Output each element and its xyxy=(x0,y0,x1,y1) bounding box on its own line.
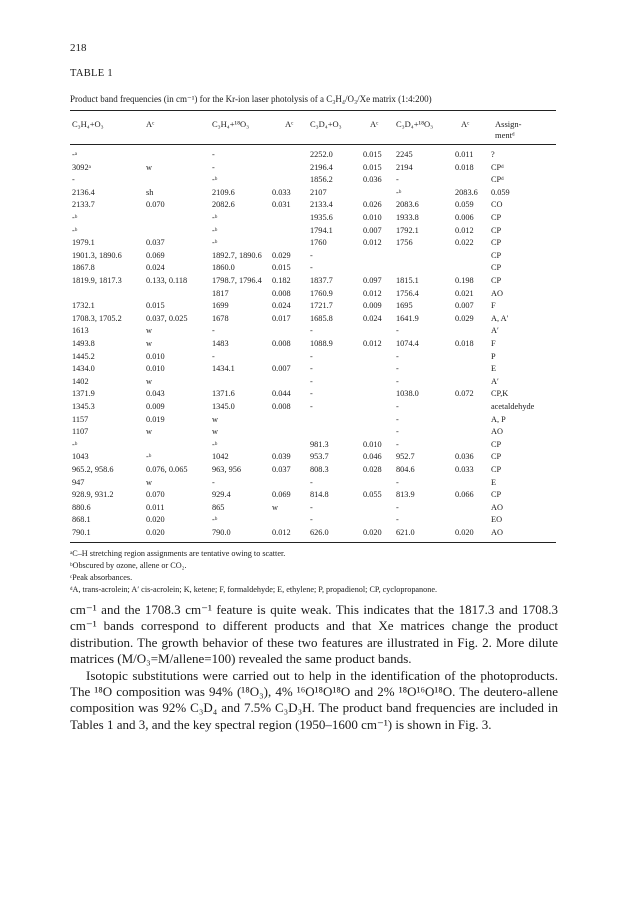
table-cell: 790.0 xyxy=(212,528,231,537)
table-cell: 0.037 xyxy=(272,465,291,474)
table-cell: 0.020 xyxy=(146,528,165,537)
table-cell: 0.043 xyxy=(146,389,165,399)
table-cell: 0.070 xyxy=(146,200,165,210)
table-cell: 1445.2 xyxy=(72,351,95,361)
table-cell: A′ xyxy=(491,376,499,386)
table-cell: w xyxy=(212,427,218,437)
table-cell: 0.069 xyxy=(272,490,291,500)
table-cell: CP xyxy=(491,490,502,500)
table-cell: 0.022 xyxy=(455,238,474,248)
table-cell: 952.7 xyxy=(396,452,415,462)
table-cell: 0.037 xyxy=(146,238,165,248)
table-cell: E xyxy=(491,477,497,487)
table-cell: - xyxy=(310,376,313,386)
body-paragraph-1: cm⁻¹ and the 1708.3 cm⁻¹ feature is quite weak. This indicates that the 1817.3 and 1708.3 cm⁻¹ bands correspond to different products and that Xe matrices change the product distribution. The growth behavior of these two features are illustrated in Fig. 2. More dilute matrices (M/O₃=M/allene=100) revealed the same product bands. xyxy=(70,602,558,667)
table-cell: 0.021 xyxy=(455,288,474,298)
table-cell: AO xyxy=(491,528,503,537)
table-cell: 0.029 xyxy=(455,313,474,323)
table-cell: 0.010 xyxy=(146,351,165,361)
table-cell: 0.012 xyxy=(363,288,382,298)
table-label: TABLE 1 xyxy=(70,68,113,79)
table-cell: 1732.1 xyxy=(72,301,95,311)
table-cell: w xyxy=(212,414,218,424)
table-cell: CO xyxy=(491,200,503,210)
table-cell: 1819.9, 1817.3 xyxy=(72,276,122,285)
table-cell: -ᵇ xyxy=(212,515,218,525)
col-header-absorbance-4: Aᶜ xyxy=(461,119,470,129)
table-cell: 1483 xyxy=(212,339,229,348)
table-cell: 2083.6 xyxy=(396,200,419,210)
table-cell: 0.028 xyxy=(363,465,382,474)
table-cell: 963, 956 xyxy=(212,465,242,474)
table-cell: CP xyxy=(491,439,502,449)
col-header-absorbance-3: Aᶜ xyxy=(370,119,379,129)
table-cell: CP xyxy=(491,263,502,273)
table-cell: 865 xyxy=(212,502,225,512)
table-cell: w xyxy=(146,427,152,437)
table-cell: 928.9, 931.2 xyxy=(72,490,114,500)
table-cell: 1402 xyxy=(72,376,89,386)
table-cell: 2196.4 xyxy=(310,162,333,172)
table-cell: 0.010 xyxy=(363,439,382,449)
table-cell: w xyxy=(146,477,152,487)
table-cell: - xyxy=(396,175,399,185)
table-cell: 0.033 xyxy=(455,465,474,474)
table-cell: 0.059 xyxy=(491,187,510,197)
table-cell: 0.037, 0.025 xyxy=(146,313,188,323)
table-cell: 814.8 xyxy=(310,490,329,500)
table-cell: 1493.8 xyxy=(72,339,95,348)
footnote-a: ᵃC–H stretching region assignments are tentative owing to scatter. xyxy=(70,549,286,558)
table-cell: 1345.3 xyxy=(72,402,95,411)
table-cell: 1817 xyxy=(212,288,229,298)
footnote-c: ᶜPeak absorbances. xyxy=(70,573,133,582)
table-cell: CP,K xyxy=(491,389,509,399)
table-cell: 1837.7 xyxy=(310,276,333,285)
table-cell: 1371.6 xyxy=(212,389,235,399)
table-cell: 0.033 xyxy=(272,187,291,197)
table-cell: 1088.9 xyxy=(310,339,333,348)
table-cell: 929.4 xyxy=(212,490,231,500)
table-cell: 1760 xyxy=(310,238,327,248)
table-cell: 0.010 xyxy=(146,364,165,374)
table-cell: 1760.9 xyxy=(310,288,333,298)
table-cell: 1434.0 xyxy=(72,364,95,374)
table-cell: 0.010 xyxy=(363,213,382,222)
col-header-c3h4-18o3: C₃H₄+¹⁸O₃ xyxy=(212,119,250,129)
table-cell: 1979.1 xyxy=(72,238,95,248)
table-cell: 1794.1 xyxy=(310,225,333,235)
table-cell: 1678 xyxy=(212,313,229,323)
table-cell: - xyxy=(310,364,313,374)
table-cell: A, P xyxy=(491,414,506,424)
table-cell: ? xyxy=(491,150,495,159)
table-cell: 0.020 xyxy=(363,528,382,537)
table-cell: 0.007 xyxy=(455,301,474,311)
table-cell: 0.009 xyxy=(363,301,382,311)
table-cell: 1345.0 xyxy=(212,402,235,411)
table-cell: 1901.3, 1890.6 xyxy=(72,250,122,260)
table-cell: F xyxy=(491,301,496,311)
table-cell: - xyxy=(212,351,215,361)
table-cell: -ᵇ xyxy=(146,452,152,462)
table-cell: - xyxy=(396,515,399,525)
table-cell: -ᵇ xyxy=(212,213,218,222)
table-cell: 1074.4 xyxy=(396,339,419,348)
table-cell: 2107 xyxy=(310,187,327,197)
table-cell: 0.031 xyxy=(272,200,291,210)
table-cell: 965.2, 958.6 xyxy=(72,465,114,474)
table-cell: 813.9 xyxy=(396,490,415,500)
table-cell: - xyxy=(212,477,215,487)
table-cell: 1038.0 xyxy=(396,389,419,399)
table-cell: -ᵃ xyxy=(72,150,78,159)
table-cell: 0.076, 0.065 xyxy=(146,465,188,474)
col-header-c3h4-o3: C₃H₄+O₃ xyxy=(72,119,104,129)
col-header-c3d4-o3: C₃D₄+O₃ xyxy=(310,119,342,129)
table-cell: - xyxy=(212,162,215,172)
table-top-rule xyxy=(70,110,556,111)
table-cell: 1042 xyxy=(212,452,229,462)
table-cell: 1892.7, 1890.6 xyxy=(212,250,262,260)
table-cell: 0.008 xyxy=(272,402,291,411)
table-cell: F xyxy=(491,339,496,348)
table-cell: 0.069 xyxy=(146,250,165,260)
table-cell: -ᵇ xyxy=(212,439,218,449)
table-cell: 0.012 xyxy=(363,339,382,348)
table-cell: 1695 xyxy=(396,301,413,311)
table-cell: 0.011 xyxy=(146,502,165,512)
table-cell: CP xyxy=(491,213,502,222)
table-cell: 0.182 xyxy=(272,276,291,285)
table-cell: 0.024 xyxy=(146,263,165,273)
table-cell: 0.007 xyxy=(272,364,291,374)
table-cell: - xyxy=(396,376,399,386)
table-cell: - xyxy=(310,402,313,411)
col-header-assignment-cont: mentᵈ xyxy=(495,130,515,140)
table-cell: - xyxy=(396,402,399,411)
table-cell: 0.097 xyxy=(363,276,382,285)
table-cell: - xyxy=(310,326,313,336)
table-cell: 1107 xyxy=(72,427,89,437)
table-cell: -ᵇ xyxy=(72,225,78,235)
table-cell: 0.015 xyxy=(272,263,291,273)
table-cell: - xyxy=(396,477,399,487)
table-cell: 981.3 xyxy=(310,439,329,449)
table-cell: sh xyxy=(146,187,154,197)
footnote-b: ᵇObscured by ozone, allene or CO₂. xyxy=(70,561,187,570)
table-cell: 0.011 xyxy=(455,150,474,159)
table-cell: - xyxy=(310,477,313,487)
table-cell: 1792.1 xyxy=(396,225,419,235)
table-cell: - xyxy=(396,364,399,374)
table-cell: 808.3 xyxy=(310,465,329,474)
table-cell: P xyxy=(491,351,496,361)
table-bottom-rule xyxy=(70,542,556,543)
table-cell: 0.133, 0.118 xyxy=(146,276,188,285)
table-cell: CP xyxy=(491,276,502,285)
table-cell: - xyxy=(310,389,313,399)
col-header-c3d4-18o3: C₃D₄+¹⁸O₃ xyxy=(396,119,434,129)
table-cell: 1815.1 xyxy=(396,276,419,285)
table-cell: 0.009 xyxy=(146,402,165,411)
table-cell: 0.007 xyxy=(363,225,382,235)
table-cell: -ᵇ xyxy=(212,225,218,235)
table-cell: 0.046 xyxy=(363,452,382,462)
table-cell: 1434.1 xyxy=(212,364,235,374)
table-cell: 0.198 xyxy=(455,276,474,285)
table-cell: 1157 xyxy=(72,414,89,424)
col-header-assignment: Assign- xyxy=(495,119,522,129)
table-cell: 1756 xyxy=(396,238,413,248)
table-cell: 0.066 xyxy=(455,490,474,500)
table-cell: 0.020 xyxy=(455,528,474,537)
table-cell: 1933.8 xyxy=(396,213,419,222)
table-cell: CPᵈ xyxy=(491,162,504,172)
footnote-d: ᵈA, trans-acrolein; A′ cis-acrolein; K, ketene; F, formaldehyde; E, ethylene; P, propadienol; CP, cyclopropanone. xyxy=(70,585,438,594)
table-cell: - xyxy=(396,351,399,361)
table-cell: 1685.8 xyxy=(310,313,333,323)
table-cell: EO xyxy=(491,515,503,525)
table-cell: 0.019 xyxy=(146,414,165,424)
table-cell: 2083.6 xyxy=(455,187,478,197)
table-cell: CP xyxy=(491,238,502,248)
table-cell: 1867.8 xyxy=(72,263,95,273)
table-cell: 2133.4 xyxy=(310,200,333,210)
table-cell: A, A′ xyxy=(491,313,509,323)
table-cell: 0.012 xyxy=(455,225,474,235)
table-cell: 2133.7 xyxy=(72,200,95,210)
body-paragraph-2: Isotopic substitutions were carried out to help in the identification of the photoproducts. The ¹⁸O composition was 94% (¹⁸O₃), 4% ¹⁶O¹⁸O¹⁸O and 2% ¹⁸O¹⁶O¹⁸O. The deutero-allene composition was 92% C₃D₄ and 7.5% C₃D₃H. The product band frequencies are included in Tables 1 and 3, and the key spectral region (1950–1600 cm⁻¹) is shown in Fig. 3. xyxy=(70,667,558,732)
table-cell: 0.036 xyxy=(455,452,474,462)
table-cell: 2245 xyxy=(396,150,413,159)
table-cell: 1756.4 xyxy=(396,288,419,298)
table-cell: 0.055 xyxy=(363,490,382,500)
page-number: 218 xyxy=(70,42,87,54)
table-cell: 0.018 xyxy=(455,339,474,348)
table-cell: CPᵈ xyxy=(491,175,504,185)
table-cell: - xyxy=(310,250,313,260)
table-cell: 621.0 xyxy=(396,528,415,537)
table-cell: 953.7 xyxy=(310,452,329,462)
col-header-absorbance-2: Aᶜ xyxy=(285,119,294,129)
table-cell: 804.6 xyxy=(396,465,415,474)
table-cell: 1708.3, 1705.2 xyxy=(72,313,122,323)
table-cell: AO xyxy=(491,288,503,298)
table-cell: 1613 xyxy=(72,326,89,336)
table-cell: 0.008 xyxy=(272,339,291,348)
table-cell: CP xyxy=(491,225,502,235)
table-cell: - xyxy=(310,263,313,273)
table-cell: 880.6 xyxy=(72,502,91,512)
table-cell: 0.015 xyxy=(363,162,382,172)
table-cell: 2109.6 xyxy=(212,187,235,197)
table-cell: 0.012 xyxy=(272,528,291,537)
col-header-absorbance-1: Aᶜ xyxy=(146,119,155,129)
body-text xyxy=(70,602,558,733)
table-cell: 0.026 xyxy=(363,200,382,210)
table-cell: -ᵇ xyxy=(212,238,218,248)
table-cell: -ᵇ xyxy=(212,175,218,185)
table-cell: 0.059 xyxy=(455,200,474,210)
table-cell: 3092ᵃ xyxy=(72,162,91,172)
table-cell: - xyxy=(212,150,215,159)
table-cell: 1371.9 xyxy=(72,389,95,399)
table-cell: -ᵇ xyxy=(396,187,402,197)
table-cell: 1043 xyxy=(72,452,89,462)
table-cell: 1699 xyxy=(212,301,229,311)
table-cell: 2252.0 xyxy=(310,150,333,159)
table-cell: 0.036 xyxy=(363,175,382,185)
table-cell: 0.020 xyxy=(146,515,165,525)
table-cell: w xyxy=(146,376,152,386)
table-cell: - xyxy=(396,326,399,336)
table-cell: w xyxy=(272,502,278,512)
table-cell: 1798.7, 1796.4 xyxy=(212,276,262,285)
table-cell: A′ xyxy=(491,326,499,336)
table-cell: -ᵇ xyxy=(72,439,78,449)
table-cell: 0.024 xyxy=(363,313,382,323)
table-cell: 1935.6 xyxy=(310,213,333,222)
table-cell: 790.1 xyxy=(72,528,91,537)
table-cell: w xyxy=(146,326,152,336)
table-cell: AO xyxy=(491,502,503,512)
table-cell: w xyxy=(146,162,152,172)
table-cell: 1721.7 xyxy=(310,301,333,311)
table-cell: acetaldehyde xyxy=(491,402,535,411)
table-cell: CP xyxy=(491,465,502,474)
table-cell: 0.044 xyxy=(272,389,291,399)
table-cell: 2194 xyxy=(396,162,413,172)
table-caption: Product band frequencies (in cm⁻¹) for the Kr-ion laser photolysis of a C₃H₄/O₃/Xe matrix (1:4:200) xyxy=(70,94,432,104)
table-cell: CP xyxy=(491,452,502,462)
table-cell: E xyxy=(491,364,497,374)
table-cell: 0.012 xyxy=(363,238,382,248)
table-cell: 0.006 xyxy=(455,213,474,222)
table-cell: - xyxy=(310,351,313,361)
table-cell: -ᵇ xyxy=(72,213,78,222)
table-cell: - xyxy=(212,326,215,336)
table-cell: 0.015 xyxy=(363,150,382,159)
table-cell: - xyxy=(396,427,399,437)
table-cell: w xyxy=(146,339,152,348)
table-cell: - xyxy=(310,515,313,525)
table-cell: - xyxy=(396,502,399,512)
table-cell: 0.008 xyxy=(272,288,291,298)
table-cell: 0.039 xyxy=(272,452,291,462)
table-cell: 868.1 xyxy=(72,515,91,525)
table-cell: - xyxy=(396,439,399,449)
table-cell: 0.070 xyxy=(146,490,165,500)
table-cell: 1641.9 xyxy=(396,313,419,323)
table-cell: 0.024 xyxy=(272,301,291,311)
table-cell: 0.029 xyxy=(272,250,291,260)
table-cell: 0.017 xyxy=(272,313,291,323)
header-bottom-rule xyxy=(70,144,556,145)
table-cell: CP xyxy=(491,250,502,260)
table-cell: 1860.0 xyxy=(212,263,235,273)
table-cell: 0.018 xyxy=(455,162,474,172)
table-cell: - xyxy=(396,414,399,424)
table-cell: - xyxy=(72,175,75,185)
table-cell: 2136.4 xyxy=(72,187,95,197)
table-cell: 2082.6 xyxy=(212,200,235,210)
table-cell: - xyxy=(310,502,313,512)
table-cell: 1856.2 xyxy=(310,175,333,185)
table-cell: 0.015 xyxy=(146,301,165,311)
table-cell: 0.072 xyxy=(455,389,474,399)
table-cell: AO xyxy=(491,427,503,437)
table-cell: 947 xyxy=(72,477,85,487)
table-cell: 626.0 xyxy=(310,528,329,537)
